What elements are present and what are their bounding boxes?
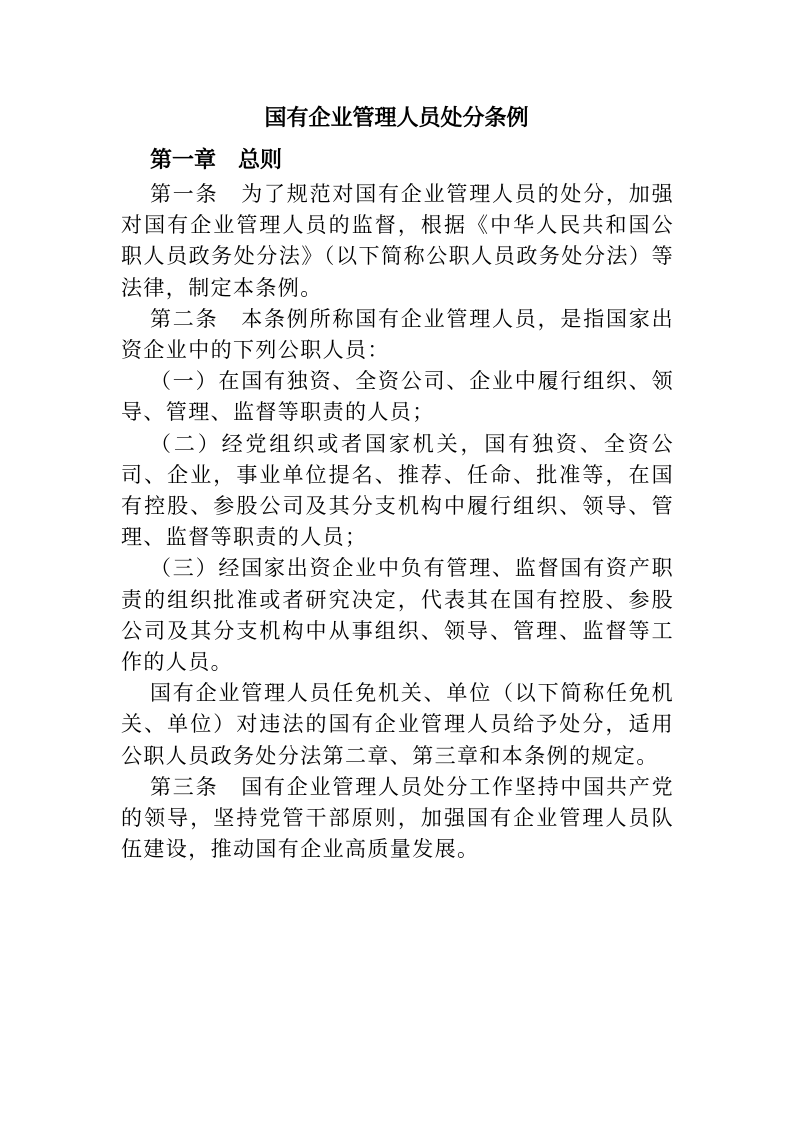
- article-3-paragraph: 第三条 国有企业管理人员处分工作坚持中国共产党的领导，坚持党管干部原则，加强国有企业管理人员队伍建设，推动国有企业高质量发展。: [121, 774, 674, 862]
- document-body: [121, 179, 674, 865]
- article-2-item-3: （三）经国家出资企业中负有管理、监督国有资产职责的组织批准或者研究决定，代表其在国有控股、参股公司及其分支机构中从事组织、领导、管理、监督等工作的人员。: [121, 556, 674, 675]
- article-2-item-1: （一）在国有独资、全资公司、企业中履行组织、领导、管理、监督等职责的人员；: [121, 369, 674, 425]
- article-1-paragraph: 第一条 为了规范对国有企业管理人员的处分，加强对国有企业管理人员的监督，根据《中华人民共和国公职人员政务处分法》（以下简称公职人员政务处分法）等法律，制定本条例。: [121, 182, 674, 300]
- chapter-heading: 第一章 总则: [150, 147, 283, 173]
- document-title: 国有企业管理人员处分条例: [264, 105, 529, 131]
- article-2-closing-paragraph: 国有企业管理人员任免机关、单位（以下简称任免机关、单位）对违法的国有企业管理人员给予处分，适用公职人员政务处分法第二章、第三章和本条例的规定。: [121, 681, 674, 768]
- article-2-paragraph: 第二条 本条例所称国有企业管理人员，是指国家出资企业中的下列公职人员：: [121, 306, 674, 363]
- article-2-item-2: （二）经党组织或者国家机关，国有独资、全资公司、企业，事业单位提名、推荐、任命、批准等，在国有控股、参股公司及其分支机构中履行组织、领导、管理、监督等职责的人员；: [121, 431, 674, 550]
